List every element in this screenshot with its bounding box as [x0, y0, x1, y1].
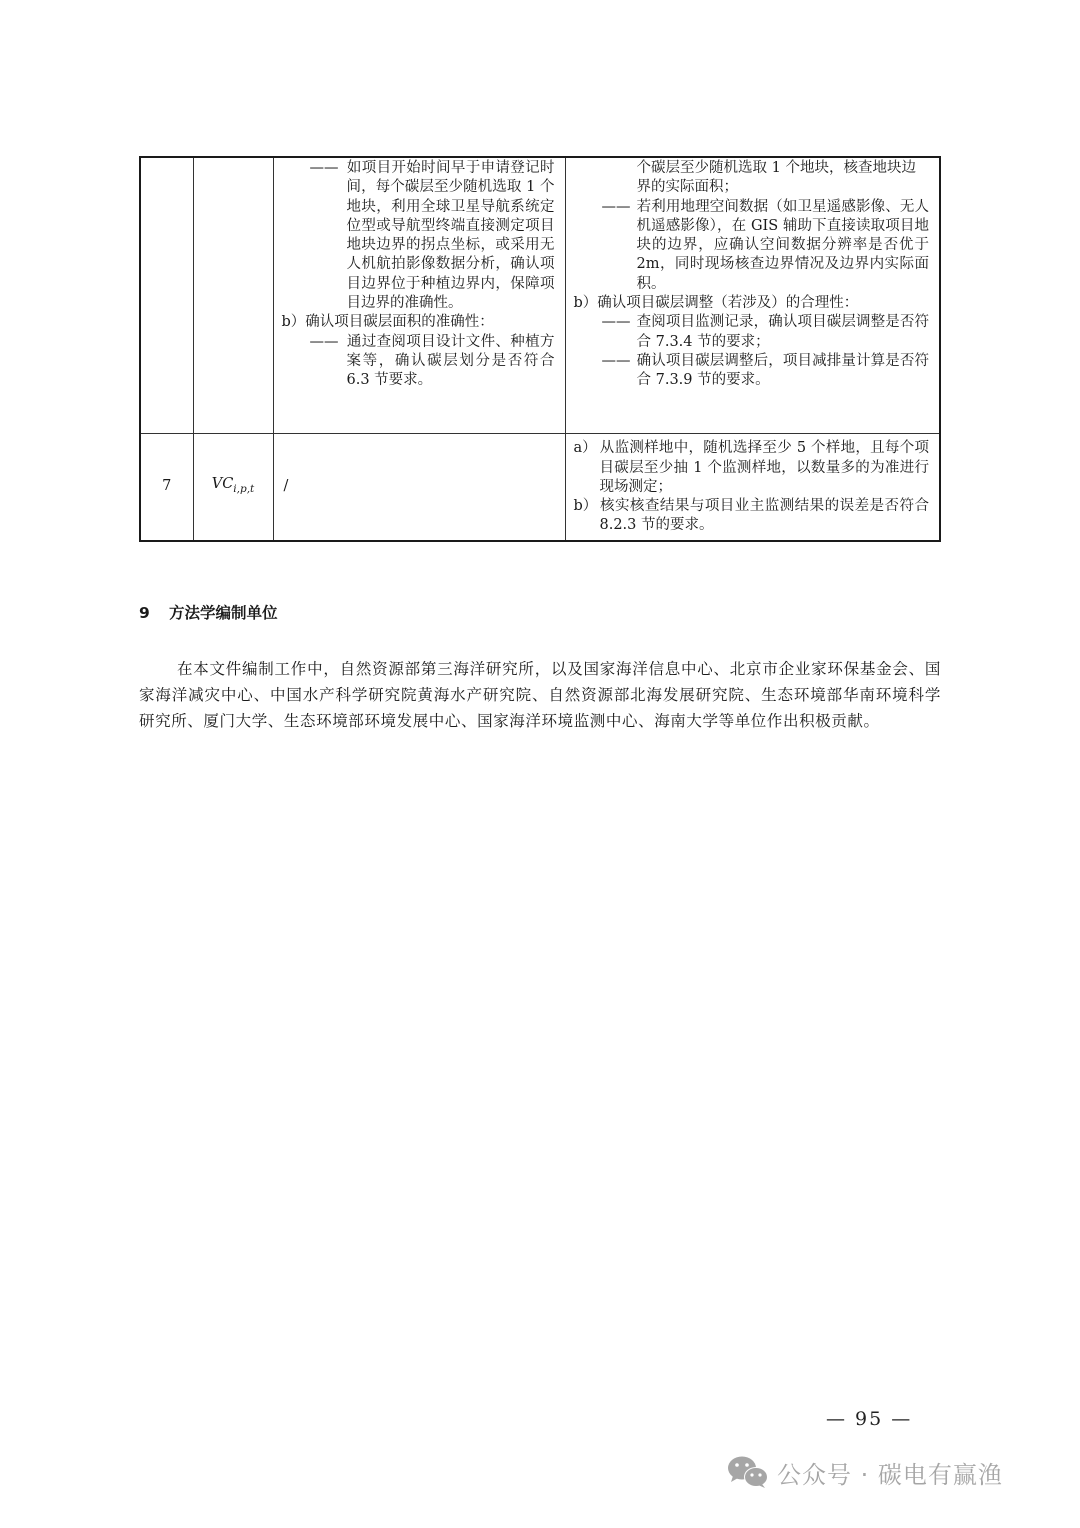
cell-monitoring-requirements	[273, 157, 565, 434]
section-paragraph: 在本文件编制工作中，自然资源部第三海洋研究所，以及国家海洋信息中心、北京市企业家环保基金会、国家海洋减灾中心、中国水产科学研究院黄海水产研究院、自然资源部北海发展研究院、生态环境部华南环境科学研究所、厦门大学、生态环境部环境发展中心、国家海洋环境监测中心、海南大学等单位作出积极贡献。	[139, 660, 941, 730]
cell-verification-methods	[565, 434, 940, 542]
section-title: 方法学编制单位	[169, 604, 278, 622]
page-number: — 95 —	[826, 1408, 913, 1430]
cell-symbol	[193, 434, 273, 542]
dash-item: —— 确认项目碳层调整后，项目减排量计算是否符合 7.3.9 节的要求。	[601, 352, 929, 389]
dash-item: —— 通过查阅项目设计文件、种植方案等，确认碳层划分是否符合 6.3 节要求。	[309, 333, 555, 389]
cell-monitoring-requirements: /	[273, 434, 565, 542]
watermark	[727, 1452, 1003, 1492]
dash-item: —— 若利用地理空间数据（如卫星遥感影像、无人机遥感影像），在 GIS 辅助下直接读取项目地块的边界，应确认空间数据分辨率是否优于 2m，同时现场核查边界情况及边界内实际面积。	[601, 198, 929, 292]
continued-text: 个碳层至少随机选取 1 个地块，核查地块边界的实际面积；	[636, 160, 916, 196]
list-item-a: a） 从监测样地中，随机选择至少 5 个样地，且每个项目碳层至少抽 1 个监测样地，以数量多的为准进行现场测定；	[573, 440, 929, 495]
symbol-subscript: i,p,t	[233, 482, 255, 495]
cell-number: 7	[140, 434, 193, 542]
symbol-main: VC	[211, 475, 234, 492]
dash-item: —— 如项目开始时间早于申请登记时间，每个碳层至少随机选取 1 个地块，利用全球卫星导航系统定位型或导航型终端直接测定项目地块边界的拐点坐标，或采用无人机航拍影像数据分析，确认项目边界位于种植边界内，保障项目边界的准确性。	[309, 160, 555, 312]
item-b-heading: b）确认项目碳层面积的准确性：	[281, 314, 494, 331]
table-row-continued	[140, 157, 940, 434]
dash-item: —— 查阅项目监测记录，确认项目碳层调整是否符合 7.3.4 节的要求；	[601, 314, 929, 350]
cell-verification-methods	[565, 157, 940, 434]
verification-table	[139, 156, 941, 542]
cell-symbol	[193, 157, 273, 434]
section-heading	[139, 602, 278, 624]
watermark-text: 公众号 · 碳电有赢渔	[777, 1460, 1003, 1489]
table-row-7	[140, 434, 940, 542]
cell-number	[140, 157, 193, 434]
wechat-icon	[727, 1455, 769, 1489]
list-item-b: b） 核实核查结果与项目业主监测结果的误差是否符合 8.2.3 节的要求。	[573, 498, 929, 534]
item-b-heading: b）确认项目碳层调整（若涉及）的合理性：	[573, 295, 859, 312]
section-number: 9	[139, 604, 150, 622]
